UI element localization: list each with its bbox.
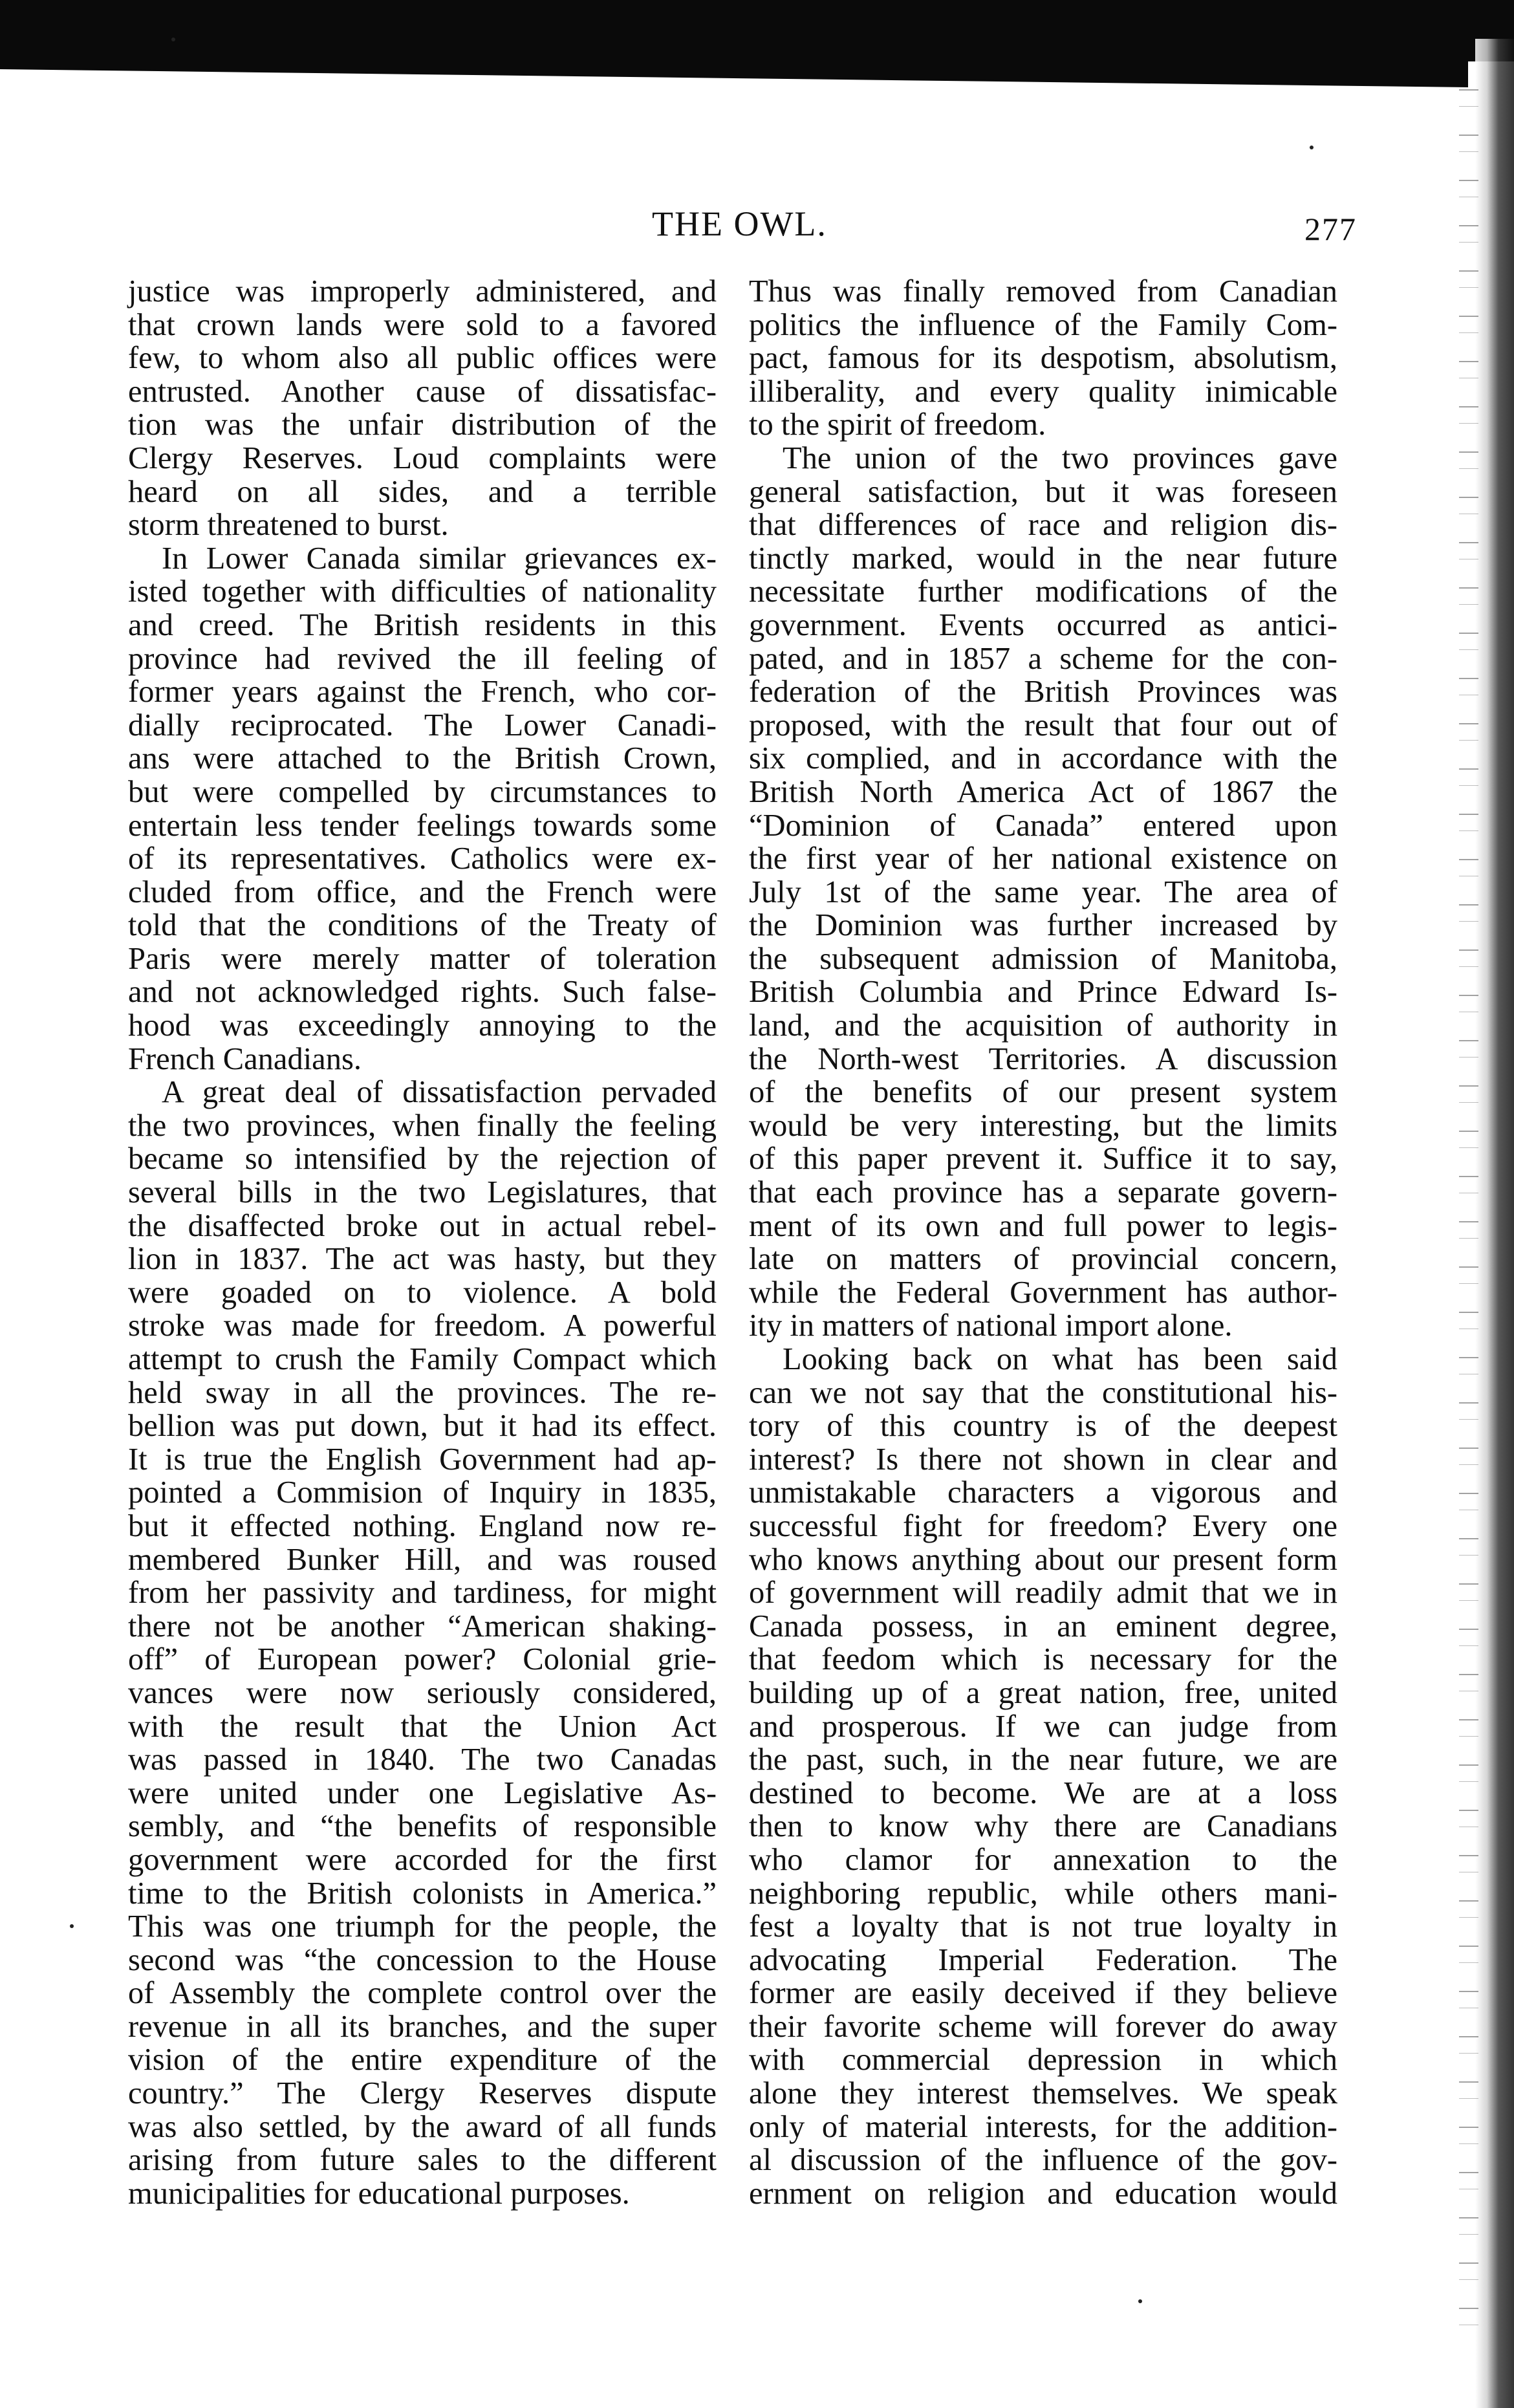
text-line: illiberality, and every quality inimicable [749, 374, 1337, 409]
text-line: vances were now seriously considered, [128, 1675, 717, 1710]
text-line: former are easily deceived if they believe [749, 1976, 1337, 2011]
text-line: province had revived the ill feeling of [128, 641, 717, 676]
text-line: Looking back on what has been said [783, 1342, 1337, 1376]
running-header [128, 204, 1357, 249]
text-line: that each province has a separate govern- [749, 1175, 1337, 1210]
text-line: and prosperous. If we can judge from [749, 1709, 1337, 1744]
text-line: fest a loyalty that is not true loyalty in [749, 1909, 1337, 1944]
text-line: lion in 1837. The act was hasty, but they [128, 1242, 717, 1277]
text-line: that crown lands were sold to a favored [128, 307, 717, 342]
text-line: necessitate further modifications of the [749, 574, 1337, 609]
text-line: from her passivity and tardiness, for might [128, 1576, 717, 1611]
text-column-right [749, 275, 1337, 2210]
text-column-left [128, 275, 717, 2210]
text-line: entrusted. Another cause of dissatisfac- [128, 374, 717, 409]
text-line: attempt to crush the Family Compact which [128, 1342, 717, 1376]
text-line: dially reciprocated. The Lower Canadi- [128, 708, 717, 743]
text-line: land, and the acquisition of authority in [749, 1008, 1337, 1043]
text-line: revenue in all its branches, and the super [128, 2009, 717, 2044]
text-line: al discussion of the influence of the gov- [749, 2143, 1337, 2178]
text-line: justice was improperly administered, and [128, 274, 717, 309]
page-number: 277 [1304, 211, 1357, 247]
text-line: vision of the entire expenditure of the [128, 2043, 717, 2077]
text-line: bellion was put down, but it had its effect. [128, 1409, 717, 1444]
text-line: off” of European power? Colonial grie- [128, 1642, 717, 1677]
text-line: storm threatened to burst. [128, 508, 449, 543]
scan-speck [1138, 2299, 1142, 2303]
text-line: membered Bunker Hill, and was roused [128, 1542, 717, 1577]
scan-top-border [0, 0, 1514, 61]
scan-speck [70, 1924, 74, 1928]
scan-edge-speckle [1459, 78, 1478, 2341]
text-line: with commercial depression in which [749, 2043, 1337, 2077]
text-line: the first year of her national existence on [749, 841, 1337, 876]
text-line: government. Events occurred as antici- [749, 607, 1337, 642]
text-line: general satisfaction, but it was foreseen [749, 474, 1337, 509]
text-line: to the spirit of freedom. [749, 407, 1046, 442]
text-line: sembly, and “the benefits of responsible [128, 1809, 717, 1844]
text-line: pointed a Commision of Inquiry in 1835, [128, 1475, 717, 1510]
text-line: entertain less tender feelings towards some [128, 808, 717, 843]
text-line: was also settled, by the award of all funds [128, 2109, 717, 2144]
text-line: tinctly marked, would in the near future [749, 541, 1337, 576]
text-line: Paris were merely matter of toleration [128, 941, 717, 976]
text-line: arising from future sales to the different [128, 2143, 717, 2178]
text-line: pact, famous for its despotism, absolutism, [749, 341, 1337, 376]
text-line: the subsequent admission of Manitoba, [749, 941, 1337, 976]
text-line: who knows anything about our present form [749, 1542, 1337, 1577]
text-line: their favorite scheme will forever do away [749, 2009, 1337, 2044]
text-line: would be very interesting, but the limits [749, 1108, 1337, 1143]
text-line: while the Federal Government has author- [749, 1275, 1337, 1310]
text-line: held sway in all the provinces. The re- [128, 1375, 717, 1410]
text-line: was passed in 1840. The two Canadas [128, 1742, 717, 1777]
text-line: unmistakable characters a vigorous and [749, 1475, 1337, 1510]
text-line: second was “the concession to the House [128, 1942, 717, 1977]
text-line: country.” The Clergy Reserves dispute [128, 2076, 717, 2111]
text-line: proposed, with the result that four out of [749, 708, 1337, 743]
text-line: few, to whom also all public offices were [128, 341, 717, 376]
text-line: six complied, and in accordance with the [749, 741, 1337, 776]
text-line: late on matters of provincial concern, [749, 1242, 1337, 1277]
text-line: that feedom which is necessary for the [749, 1642, 1337, 1677]
text-line: interest? Is there not shown in clear and [749, 1442, 1337, 1477]
scan-top-shadow [0, 61, 1468, 87]
text-line: federation of the British Provinces was [749, 675, 1337, 710]
journal-title: THE OWL. [652, 204, 827, 243]
text-line: were united under one Legislative As- [128, 1775, 717, 1810]
text-line: were goaded on to violence. A bold [128, 1275, 717, 1310]
scan-speck [171, 38, 175, 41]
text-line: In Lower Canada similar grievances ex- [162, 541, 717, 576]
text-line: several bills in the two Legislatures, that [128, 1175, 717, 1210]
text-line: the Dominion was further increased by [749, 908, 1337, 943]
text-line: municipalities for educational purposes. [128, 2176, 630, 2211]
text-line: pated, and in 1857 a scheme for the con- [749, 641, 1337, 676]
text-line: there not be another “American shaking- [128, 1609, 717, 1643]
text-line: alone they interest themselves. We speak [749, 2076, 1337, 2111]
text-line: July 1st of the same year. The area of [749, 874, 1337, 909]
text-line: but it effected nothing. England now re- [128, 1508, 717, 1543]
text-line: A great deal of dissatisfaction pervaded [162, 1075, 717, 1110]
text-line: only of material interests, for the addition- [749, 2109, 1337, 2144]
text-line: the two provinces, when finally the feeling [128, 1108, 717, 1143]
text-line: former years against the French, who cor- [128, 675, 717, 710]
text-line: ity in matters of national import alone. [749, 1308, 1233, 1343]
text-line: heard on all sides, and a terrible [128, 474, 717, 509]
text-line: then to know why there are Canadians [749, 1809, 1337, 1844]
text-line: British Columbia and Prince Edward Is- [749, 975, 1337, 1010]
text-line: politics the influence of the Family Com- [749, 307, 1337, 342]
text-line: of this paper prevent it. Suffice it to say, [749, 1142, 1337, 1177]
scan-right-edge [1475, 39, 1514, 2408]
text-line: neighboring republic, while others mani- [749, 1876, 1337, 1911]
text-line: Canada possess, in an eminent degree, [749, 1609, 1337, 1643]
text-line: “Dominion of Canada” entered upon [749, 808, 1337, 843]
text-line: and not acknowledged rights. Such false- [128, 975, 717, 1010]
text-line: It is true the English Government had ap- [128, 1442, 717, 1477]
text-line: French Canadians. [128, 1041, 362, 1076]
text-line: destined to become. We are at a loss [749, 1775, 1337, 1810]
text-line: can we not say that the constitutional his- [749, 1375, 1337, 1410]
text-line: hood was exceedingly annoying to the [128, 1008, 717, 1043]
text-line: of Assembly the complete control over the [128, 1976, 717, 2011]
text-line: Clergy Reserves. Loud complaints were [128, 440, 717, 475]
text-line: ment of its own and full power to legis- [749, 1208, 1337, 1243]
text-line: advocating Imperial Federation. The [749, 1942, 1337, 1977]
text-line: with the result that the Union Act [128, 1709, 717, 1744]
text-line: the past, such, in the near future, we are [749, 1742, 1337, 1777]
text-line: cluded from office, and the French were [128, 874, 717, 909]
text-line: ernment on religion and education would [749, 2176, 1337, 2211]
text-line: ans were attached to the British Crown, [128, 741, 717, 776]
text-line: told that the conditions of the Treaty of [128, 908, 717, 943]
text-line: that differences of race and religion dis- [749, 508, 1337, 543]
text-line: Thus was finally removed from Canadian [749, 274, 1337, 309]
text-line: became so intensified by the rejection of [128, 1142, 717, 1177]
text-line: tion was the unfair distribution of the [128, 407, 717, 442]
text-line: the North-west Territories. A discussion [749, 1041, 1337, 1076]
text-line: of the benefits of our present system [749, 1075, 1337, 1110]
text-line: tory of this country is of the deepest [749, 1409, 1337, 1444]
text-line: building up of a great nation, free, united [749, 1675, 1337, 1710]
text-line: the disaffected broke out in actual rebel- [128, 1208, 717, 1243]
text-line: who clamor for annexation to the [749, 1842, 1337, 1877]
text-line: government were accorded for the first [128, 1842, 717, 1877]
text-line: time to the British colonists in America.” [128, 1876, 717, 1911]
text-line: The union of the two provinces gave [783, 440, 1337, 475]
text-line: isted together with difficulties of nationality [128, 574, 717, 609]
text-line: This was one triumph for the people, the [128, 1909, 717, 1944]
text-line: stroke was made for freedom. A powerful [128, 1308, 717, 1343]
text-line: and creed. The British residents in this [128, 607, 717, 642]
text-line: of its representatives. Catholics were ex- [128, 841, 717, 876]
text-line: British North America Act of 1867 the [749, 774, 1337, 809]
text-line: of government will readily admit that we in [749, 1576, 1337, 1611]
scan-speck [1310, 146, 1314, 149]
text-line: but were compelled by circumstances to [128, 774, 717, 809]
text-line: successful fight for freedom? Every one [749, 1508, 1337, 1543]
